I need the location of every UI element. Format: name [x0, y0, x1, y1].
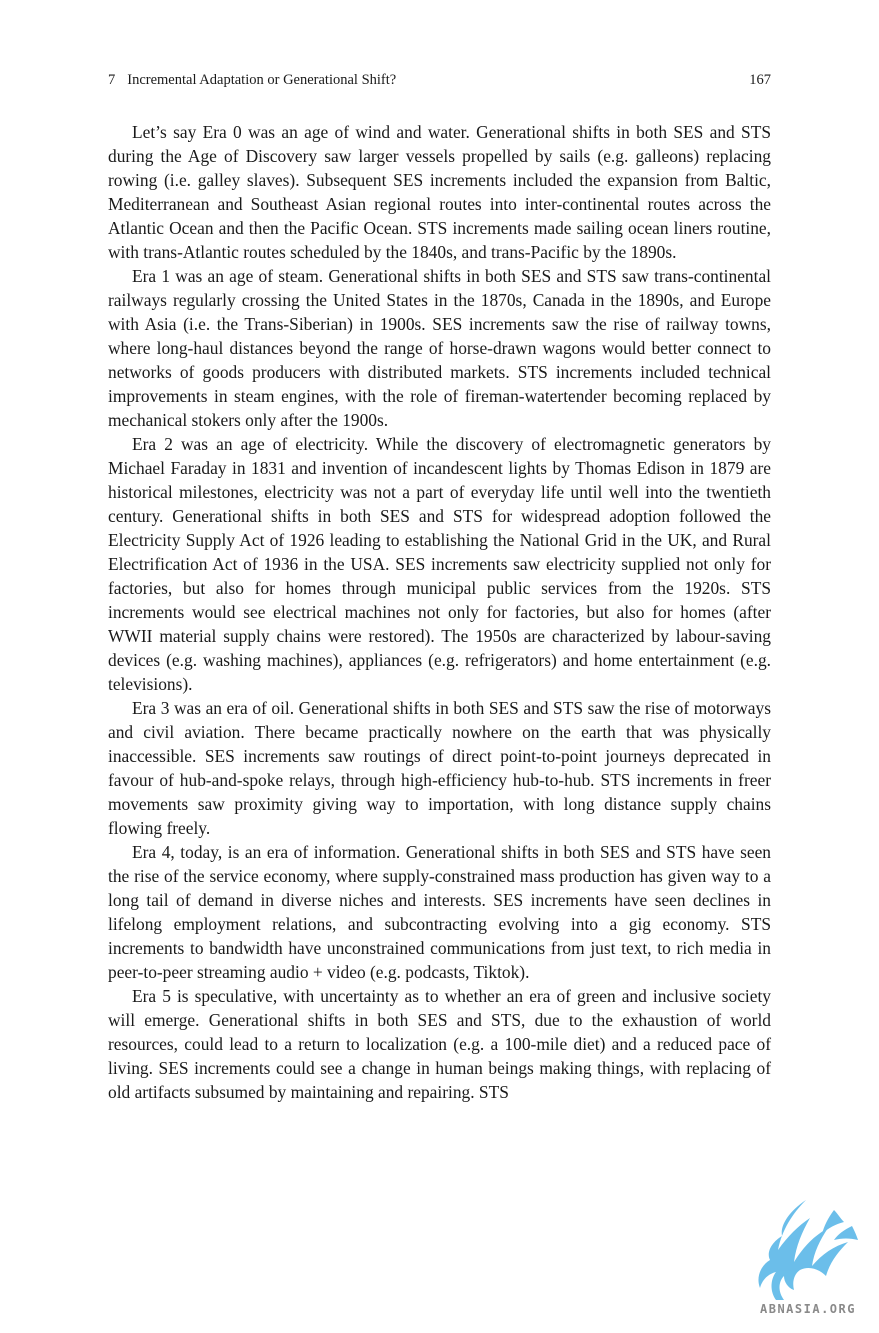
body-text: [108, 120, 771, 1104]
paragraph-era-5: Era 5 is speculative, with uncertainty as to whether an era of green and inclusive society will emerge. Generational shifts in both SES and STS, due to the exhaustion of world resources, could lead to a return to localization (e.g. a 100-mile diet) and a reduced pace of living. SES increments could see a change in human beings making things, with replacing of old artifacts subsumed by maintaining and repairing. STS: [108, 986, 771, 1102]
paragraph-era-1: Era 1 was an age of steam. Generational shifts in both SES and STS saw trans-continental railways regularly crossing the United States in the 1870s, Canada in the 1890s, and Europe with Asia (i.e. the Trans-Siberian) in 1900s. SES increments saw the rise of railway towns, where long-haul distances beyond the range of horse-drawn wagons would better connect to networks of goods producers with distributed markets. STS increments included technical improvements in steam engines, with the role of fireman-watertender becoming replaced by mechanical stokers only after the 1900s.: [108, 266, 771, 430]
watermark: [740, 1196, 876, 1326]
winged-dragon-logo-icon: [748, 1196, 866, 1304]
paragraph-era-4: Era 4, today, is an era of information. Generational shifts in both SES and STS have seen the rise of the service economy, where supply-constrained mass production has given way to a long tail of demand in diverse niches and interests. SES increments have seen declines in lifelong employment relations, and subcontracting evolving into a gig economy. STS increments to bandwidth have unconstrained communications from just text, to rich media in peer-to-peer streaming audio + video (e.g. podcasts, Tiktok).: [108, 842, 771, 982]
page-number: 167: [749, 72, 771, 88]
running-header: [108, 70, 771, 92]
watermark-text: ABNASIA.ORG: [760, 1302, 856, 1316]
paragraph-era-2: Era 2 was an age of electricity. While the discovery of electromagnetic generators by Michael Faraday in 1831 and invention of incandescent lights by Thomas Edison in 1879 are historical milestones, electricity was not a part of everyday life until well into the twentieth century. Generational shifts in both SES and STS for widespread adoption followed the Electricity Supply Act of 1926 leading to establishing the National Grid in the UK, and Rural Electrification Act of 1936 in the USA. SES increments saw electricity supplied not only for factories, but also for homes through municipal public services from the 1920s. STS increments would see electrical machines not only for factories, but also for homes (after WWII material supply chains were restored). The 1950s are characterized by labour-saving devices (e.g. washing machines), appliances (e.g. refrigerators) and home entertainment (e.g. televisions).: [108, 434, 771, 694]
paragraph-era-0: Let’s say Era 0 was an age of wind and water. Generational shifts in both SES and STS during the Age of Discovery saw larger vessels propelled by sails (e.g. galleons) replacing rowing (i.e. galley slaves). Subsequent SES increments included the expansion from Baltic, Mediterranean and Southeast Asian regional routes into inter-continental routes across the Atlantic Ocean and then the Pacific Ocean. STS increments made sailing ocean liners routine, with trans-Atlantic routes scheduled by the 1840s, and trans-Pacific by the 1890s.: [108, 122, 771, 262]
paragraph-era-3: Era 3 was an era of oil. Generational shifts in both SES and STS saw the rise of motorways and civil aviation. There became practically nowhere on the earth that was physically inaccessible. SES increments saw routings of direct point-to-point journeys deprecated in favour of hub-and-spoke relays, through high-efficiency hub-to-hub. STS increments in freer movements saw proximity giving way to importation, with long distance supply chains flowing freely.: [108, 698, 771, 838]
chapter-title: Incremental Adaptation or Generational Shift?: [127, 72, 397, 88]
chapter-number: 7: [108, 72, 116, 88]
